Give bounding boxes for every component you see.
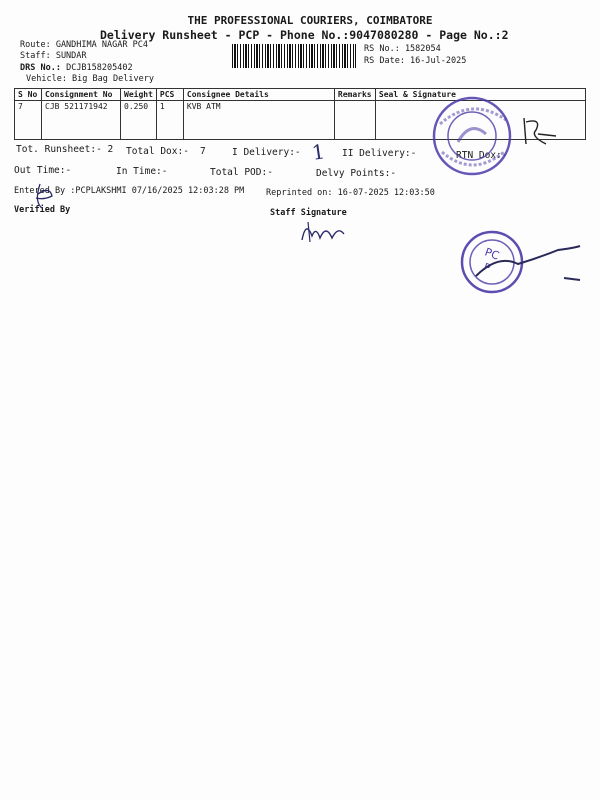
col-consignment: Consignment No (42, 89, 121, 101)
pcp-stamp-graphic (462, 232, 580, 292)
col-remarks: Remarks (334, 89, 375, 101)
ii-delivery-label: II Delivery:- (342, 148, 417, 159)
row-weight: 0.250 (121, 101, 157, 140)
total-dox-value: 7 (200, 146, 206, 157)
row-consignee: KVB ATM (183, 101, 334, 140)
i-delivery-handwritten: 1 (310, 139, 327, 165)
row-pcs: 1 (156, 101, 183, 140)
staff-signature (298, 216, 348, 246)
drs-label: DRS No.: (20, 63, 61, 73)
rs-number: RS No.: 1582054 (364, 44, 441, 54)
i-delivery-label: I Delivery:- (232, 147, 301, 158)
col-seal-signature: Seal & Signature (375, 89, 585, 101)
vehicle-label: Vehicle: Big Bag Delivery (26, 74, 154, 84)
reprinted-on: Reprinted on: 16-07-2025 12:03:50 (266, 188, 435, 198)
staff-signature-label: Staff Signature (270, 208, 347, 218)
pcp-stamp (458, 230, 598, 300)
row-remarks (334, 101, 375, 140)
route-label: Route: GANDHIMA NAGAR PC4 (20, 40, 148, 50)
col-pcs: PCS (156, 89, 183, 101)
seal-stamp-top (420, 96, 520, 174)
drs-value: DCJB158205402 (66, 63, 133, 73)
svg-text:P: P (481, 261, 492, 275)
total-pod: Total POD:- (210, 167, 273, 178)
runsheet-subtitle: Delivery Runsheet - PCP - Phone No.:9047080280 - Page No.:2 (100, 28, 509, 42)
rtn-dox-label: RTN Dox:- (456, 150, 508, 161)
staff-label: Staff: SUNDAR (20, 51, 87, 61)
company-title: THE PROFESSIONAL COURIERS, COIMBATORE (187, 14, 433, 27)
svg-text:PC: PC (482, 245, 501, 263)
col-consignee: Consignee Details (183, 89, 334, 101)
col-weight: Weight (121, 89, 157, 101)
entered-by: Entered By :PCPLAKSHMI 07/16/2025 12:03:28 PM (14, 186, 245, 196)
drs-number (20, 63, 133, 73)
verified-by: Verified By (14, 205, 71, 215)
row-consignment: CJB 521171942 (42, 101, 121, 140)
delvy-points: Delvy Points:- (316, 168, 397, 179)
total-dox-label: Total Dox:- (126, 146, 189, 157)
seal-stamp-graphic (434, 98, 510, 174)
out-time: Out Time:- (14, 165, 72, 176)
entered-by-initials (30, 182, 66, 212)
rs-date: RS Date: 16-Jul-2025 (364, 56, 467, 66)
col-sno: S No (15, 89, 42, 101)
in-time: In Time:- (116, 166, 168, 177)
tot-runsheet: Tot. Runsheet:- 2 (16, 144, 114, 155)
signature-seal-column (518, 114, 558, 150)
row-sno: 7 (15, 101, 42, 140)
barcode (232, 44, 356, 68)
